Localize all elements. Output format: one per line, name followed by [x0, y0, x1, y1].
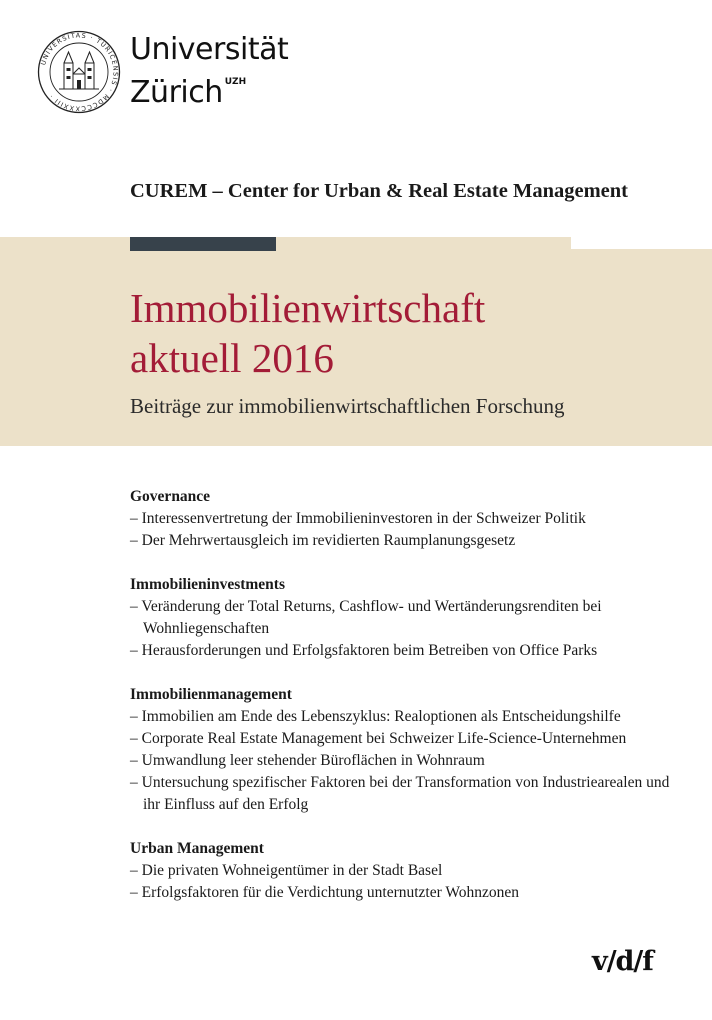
institute-name: CUREM – Center for Urban & Real Estate Management: [130, 180, 628, 202]
svg-text:UNIVERSITAS · TURICENSIS · MDC: UNIVERSITAS · TURICENSIS · MDCCCXXXIII ·: [39, 31, 120, 113]
section-heading: Immobilieninvestments: [130, 576, 285, 593]
section-immobilienmanagement: [130, 684, 690, 816]
title-band-notch: [571, 237, 712, 249]
university-badge: UZH: [224, 77, 247, 87]
section-immobilieninvestments: [130, 574, 690, 662]
publisher-logo: v/d/f: [592, 946, 653, 977]
section-heading: Immobilienmanagement: [130, 686, 292, 703]
list-item: – Interessenvertretung der Immobilieninvestoren in der Schweizer Politik: [130, 510, 586, 527]
university-seal-logo: [37, 30, 121, 114]
book-subtitle: Beiträge zur immobilienwirtschaftlichen Forschung: [130, 394, 565, 418]
list-item: – Erfolgsfaktoren für die Verdichtung unternutzter Wohnzonen: [130, 884, 520, 901]
list-item: – Der Mehrwertausgleich im revidierten Raumplanungsgesetz: [130, 532, 516, 549]
book-title-line2: aktuell 2016: [130, 335, 334, 381]
list-item: – Untersuchung spezifischer Faktoren bei der Transformation von Industriearealen und ihr Einfluss auf den Erfolg: [130, 774, 670, 813]
book-title-line1: Immobilienwirtschaft: [130, 285, 486, 331]
section-heading: Urban Management: [130, 840, 264, 857]
section-heading: Governance: [130, 488, 211, 505]
list-item: – Veränderung der Total Returns, Cashflow- und Wertänderungsrenditen bei Wohnliegenschaften: [130, 598, 602, 637]
list-item: – Corporate Real Estate Management bei Schweizer Life-Science-Unternehmen: [130, 730, 627, 747]
section-governance: [130, 486, 690, 552]
list-item: – Die privaten Wohneigentümer in der Stadt Basel: [130, 862, 443, 879]
university-name: [130, 34, 288, 109]
contents-list: [130, 486, 690, 926]
university-name-line1: Universität: [130, 32, 289, 67]
list-item: – Umwandlung leer stehender Büroflächen in Wohnraum: [130, 752, 485, 769]
accent-bar: [130, 237, 276, 251]
university-name-line2: Zürich: [130, 75, 223, 110]
list-item: – Immobilien am Ende des Lebenszyklus: Realoptionen als Entscheidungshilfe: [130, 708, 621, 725]
list-item: – Herausforderungen und Erfolgsfaktoren beim Betreiben von Office Parks: [130, 642, 598, 659]
book-title: [130, 283, 485, 383]
section-urban-management: [130, 838, 690, 904]
